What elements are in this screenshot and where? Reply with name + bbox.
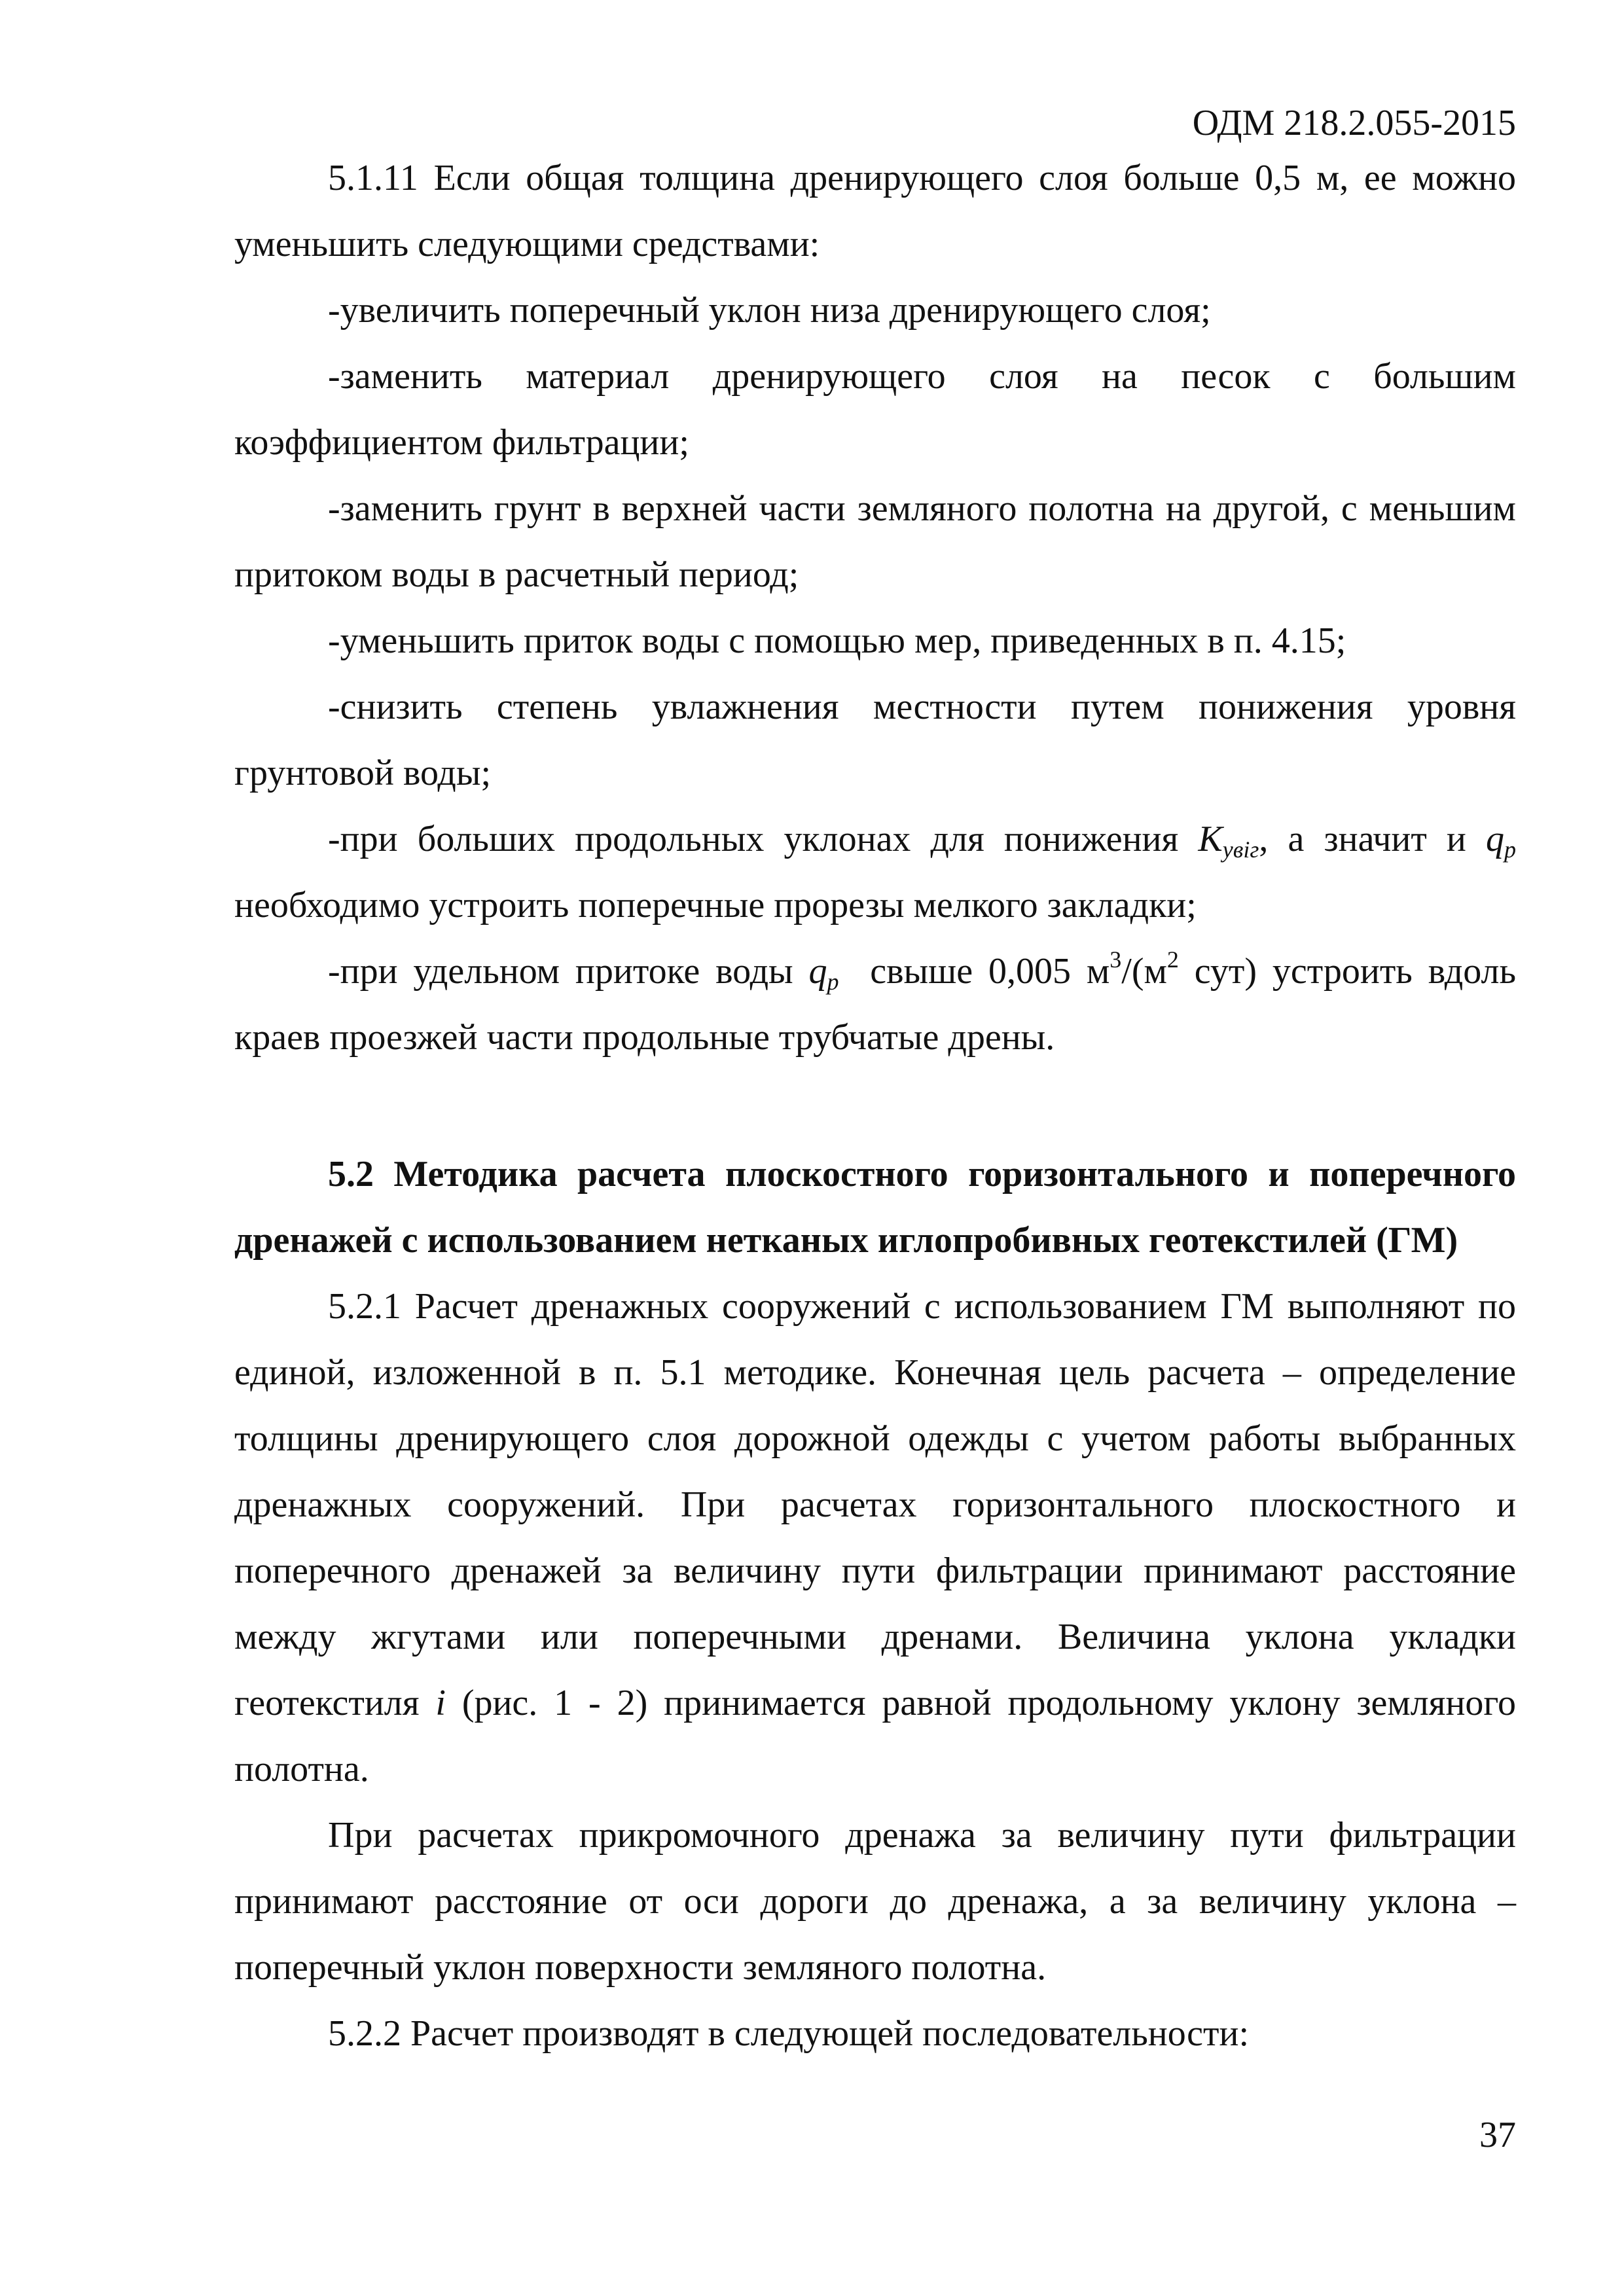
paragraph-5-2-2: 5.2.2 Расчет производят в следующей последовательности: — [328, 2013, 1249, 2054]
paragraph-edge-drainage: При расчетах прикромочного дренажа за величину пути фильтрации принимают расстояние от оси дороги до дренажа, а за величину уклона – поперечный уклон поверхности земляного полотна. — [234, 1815, 1516, 1988]
paragraph-5-1-11-intro: 5.1.11 Если общая толщина дренирующего слоя больше 0,5 м, ее можно уменьшить следующими средствами: — [234, 158, 1516, 264]
text-fragment: -при больших продольных уклонах для понижения — [328, 819, 1199, 859]
page-content — [234, 145, 1516, 2067]
superscript-square: 2 — [1166, 946, 1179, 973]
text-fragment: необходимо устроить поперечные прорезы мелкого закладки; — [234, 885, 1197, 925]
text-fragment: (рис. 1 - 2) принимается равной продольному уклону земляного полотна. — [234, 1683, 1516, 1789]
paragraph-5-2-1 — [234, 1274, 1516, 1803]
superscript-cubic: 3 — [1110, 946, 1122, 973]
text-fragment: свыше 0,005 м — [839, 951, 1110, 992]
k-symbol: K — [1198, 819, 1223, 859]
list-item-reduce-inflow: -уменьшить приток воды с помощью мер, приведенных в п. 4.15; — [328, 620, 1346, 661]
list-item-reduce-moisture: -снизить степень увлажнения местности путем понижения уровня грунтовой воды; — [234, 687, 1516, 793]
section-heading-5-2: 5.2 Методика расчета плоскостного горизонтального и поперечного дренажей с использованием нетканых иглопробивных геотекстилей (ГМ) — [234, 1154, 1516, 1261]
list-item-replace-soil: -заменить грунт в верхней части земляного полотна на другой, с меньшим притоком воды в расчетный период; — [234, 488, 1516, 595]
list-item-increase-slope: -увеличить поперечный уклон низа дренирующего слоя; — [328, 290, 1211, 331]
list-item-longitudinal-drains — [234, 939, 1516, 1071]
k-subscript: увіг — [1222, 836, 1259, 863]
section-spacer — [234, 1071, 1516, 1141]
q-symbol: q — [808, 951, 827, 992]
text-fragment: , а значит и — [1259, 819, 1487, 859]
q-subscript: p — [827, 969, 839, 995]
page-number: 37 — [1479, 2115, 1516, 2155]
text-fragment: 5.2.1 Расчет дренажных сооружений с использованием ГМ выполняют по единой, изложенной в п. 5.1 методике. Конечная цель расчета – определение толщины дренирующего слоя дорожной одежды с учетом работы выбранных дренажных сооружений. При расчетах горизонтального плоскостного и поперечного дренажей за величину пути фильтрации принимают расстояние между жгутами или поперечными дренами. Величина уклона укладки геотекстиля — [234, 1286, 1516, 1723]
document-code-header: ОДМ 218.2.055-2015 — [1192, 103, 1516, 143]
i-symbol: i — [435, 1683, 446, 1723]
text-fragment: -при удельном притоке воды — [328, 951, 809, 992]
q-subscript: p — [1504, 836, 1517, 863]
list-item-replace-material: -заменить материал дренирующего слоя на песок с большим коэффициентом фильтрации; — [234, 356, 1516, 463]
list-item-cross-cuts — [234, 806, 1516, 939]
q-symbol: q — [1486, 819, 1505, 859]
text-fragment: сут) устроить вдоль краев проезжей части продольные трубчатые дрены. — [234, 951, 1516, 1058]
text-fragment: /(м — [1121, 951, 1167, 992]
